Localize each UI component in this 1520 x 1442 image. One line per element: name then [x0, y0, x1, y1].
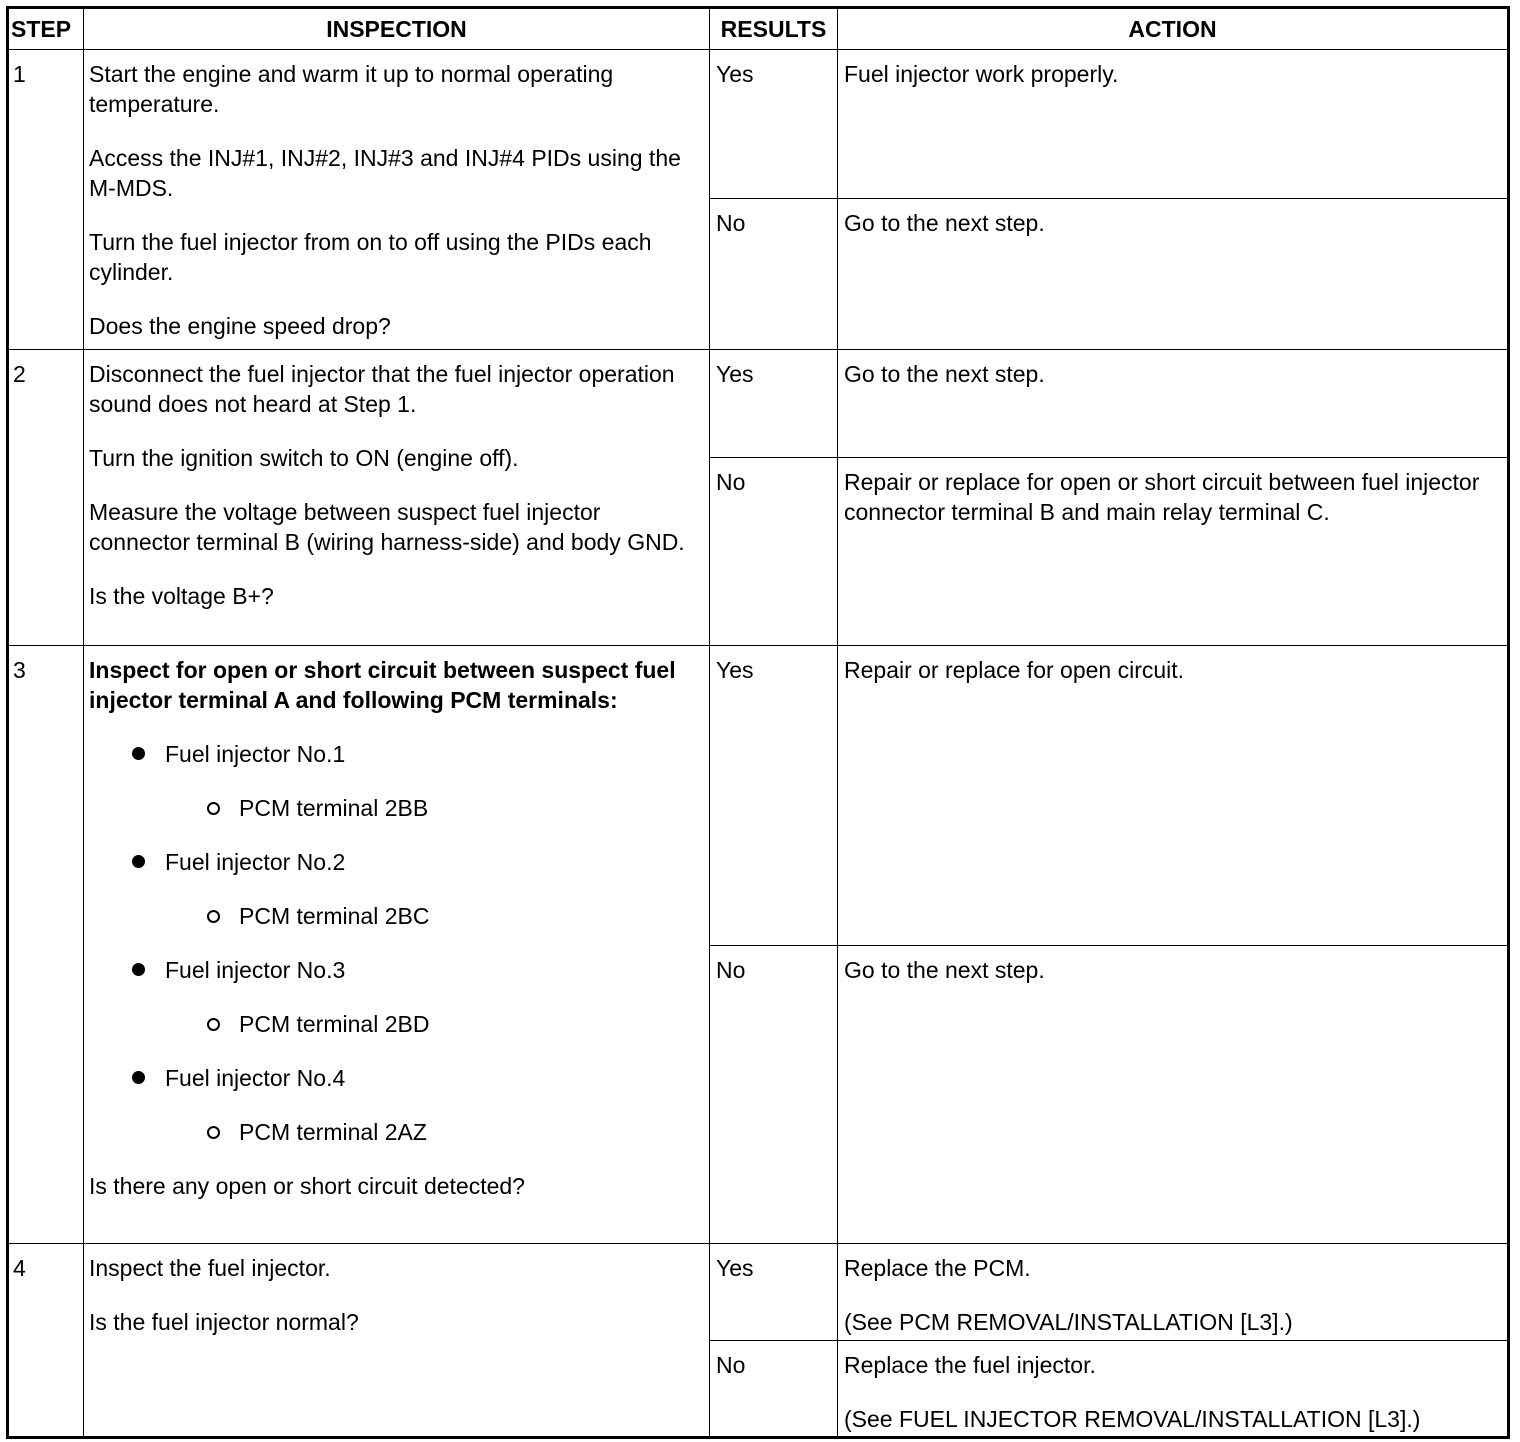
- header-step: STEP: [8, 8, 84, 50]
- step-4-yes-row: [8, 1244, 1509, 1341]
- inspection-question: Does the engine speed drop?: [89, 313, 391, 339]
- step-number: 3: [8, 646, 84, 1244]
- terminal-item: [89, 1117, 701, 1147]
- result-yes: Yes: [710, 350, 838, 458]
- injector-item: [89, 955, 701, 985]
- terminal-name: PCM terminal 2AZ: [239, 1119, 427, 1145]
- action-text: [838, 946, 1509, 1244]
- inspection-text: Turn the ignition switch to ON (engine off).: [89, 445, 519, 471]
- action-reference: (See PCM REMOVAL/INSTALLATION [L3].): [844, 1309, 1293, 1335]
- action-line: Go to the next step.: [844, 957, 1045, 983]
- terminal-name: PCM terminal 2BB: [239, 795, 429, 821]
- bullet-circle-icon: [207, 1018, 220, 1031]
- step-2-yes-row: [8, 350, 1509, 458]
- action-text: [838, 646, 1509, 946]
- injector-name: Fuel injector No.2: [165, 849, 346, 875]
- action-text: [838, 350, 1509, 458]
- action-line: Fuel injector work properly.: [844, 61, 1119, 87]
- result-no: No: [710, 1341, 838, 1438]
- header-inspection: INSPECTION: [84, 8, 710, 50]
- step-1-inspection: [84, 50, 710, 350]
- inspection-question: Is there any open or short circuit detected?: [89, 1173, 525, 1199]
- injector-name: Fuel injector No.4: [165, 1065, 346, 1091]
- result-yes: Yes: [710, 1244, 838, 1341]
- inspection-text: Access the INJ#1, INJ#2, INJ#3 and INJ#4 PIDs using the M-MDS.: [89, 145, 681, 201]
- action-text: [838, 1341, 1509, 1438]
- action-line: Repair or replace for open circuit.: [844, 657, 1185, 683]
- step-number: 1: [8, 50, 84, 350]
- bullet-circle-icon: [207, 802, 220, 815]
- terminal-item: [89, 1009, 701, 1039]
- injector-name: Fuel injector No.1: [165, 741, 346, 767]
- terminal-item: [89, 901, 701, 931]
- step-2-inspection: [84, 350, 710, 646]
- terminal-item: [89, 793, 701, 823]
- action-line: Repair or replace for open or short circuit between fuel injector connector terminal B and main relay terminal C.: [844, 469, 1480, 525]
- bullet-dot-icon: [132, 1071, 145, 1084]
- step-number: 2: [8, 350, 84, 646]
- step-number: 4: [8, 1244, 84, 1438]
- inspection-text: Start the engine and warm it up to normal operating temperature.: [89, 61, 614, 117]
- injector-item: [89, 739, 701, 769]
- injector-item: [89, 847, 701, 877]
- result-yes: Yes: [710, 646, 838, 946]
- action-reference: (See FUEL INJECTOR REMOVAL/INSTALLATION [L3].): [844, 1406, 1421, 1432]
- inspection-text: Disconnect the fuel injector that the fuel injector operation sound does not heard at Step 1.: [89, 361, 675, 417]
- step-4-inspection: [84, 1244, 710, 1438]
- inspection-question: Is the fuel injector normal?: [89, 1309, 359, 1335]
- bullet-circle-icon: [207, 1126, 220, 1139]
- action-text: [838, 198, 1509, 349]
- diagnostic-table: [6, 6, 1510, 1439]
- inspection-question: Is the voltage B+?: [89, 583, 274, 609]
- bullet-circle-icon: [207, 910, 220, 923]
- header-action: ACTION: [838, 8, 1509, 50]
- action-text: [838, 50, 1509, 199]
- inspection-text: Inspect the fuel injector.: [89, 1255, 331, 1281]
- header-row: [8, 8, 1509, 50]
- step-3-yes-row: [8, 646, 1509, 946]
- injector-item: [89, 1063, 701, 1093]
- result-no: No: [710, 946, 838, 1244]
- action-text: [838, 458, 1509, 646]
- header-results: RESULTS: [710, 8, 838, 50]
- action-line: Go to the next step.: [844, 361, 1045, 387]
- action-line: Replace the PCM.: [844, 1255, 1031, 1281]
- inspection-text: Turn the fuel injector from on to off using the PIDs each cylinder.: [89, 229, 652, 285]
- bullet-dot-icon: [132, 855, 145, 868]
- action-text: [838, 1244, 1509, 1341]
- action-line: Replace the fuel injector.: [844, 1352, 1096, 1378]
- action-line: Go to the next step.: [844, 209, 1045, 236]
- bullet-dot-icon: [132, 747, 145, 760]
- result-no: No: [710, 458, 838, 646]
- result-no: No: [710, 198, 838, 349]
- injector-name: Fuel injector No.3: [165, 957, 346, 983]
- inspection-text: Measure the voltage between suspect fuel injector connector terminal B (wiring harness-side) and body GND.: [89, 499, 685, 555]
- step-3-inspection: [84, 646, 710, 1244]
- terminal-name: PCM terminal 2BC: [239, 903, 430, 929]
- inspection-heading: Inspect for open or short circuit between suspect fuel injector terminal A and following PCM terminals:: [89, 657, 676, 713]
- terminal-name: PCM terminal 2BD: [239, 1011, 430, 1037]
- step-1-yes-row: [8, 50, 1509, 199]
- result-yes: Yes: [710, 50, 838, 199]
- bullet-dot-icon: [132, 963, 145, 976]
